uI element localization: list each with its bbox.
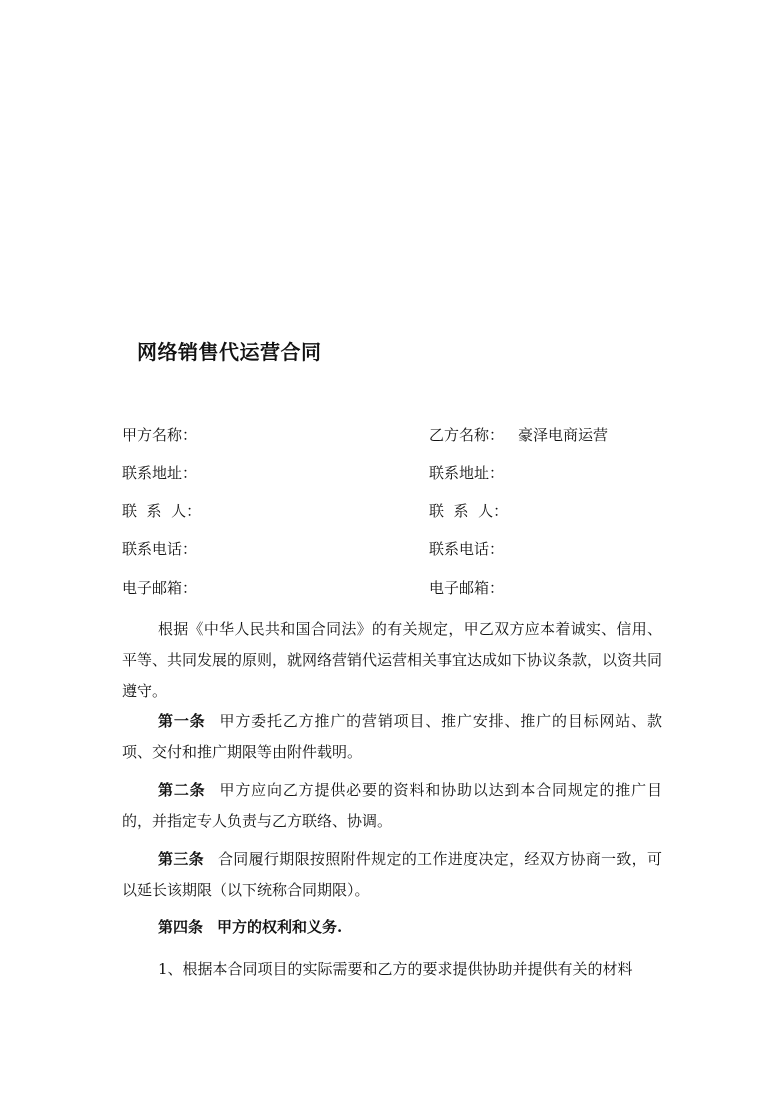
intro-paragraph: 根据《中华人民共和国合同法》的有关规定，甲乙双方应本着诚实、信用、平等、共同发展的原则，就网络营销代运营相关事宜达成如下协议条款，以资共同遵守。 [122, 620, 663, 700]
party-row-email [122, 576, 662, 600]
clause-4-title: 甲方的权利和义务. [217, 918, 343, 936]
clause-1-label: 第一条 [158, 712, 206, 730]
party-b-name-label: 乙方名称： [429, 426, 505, 444]
clause-3-text: 合同履行期限按照附件规定的工作进度决定，经双方协商一致，可以延长该期限（以下统称合同期限）。 [122, 850, 662, 899]
party-row-contact [122, 499, 662, 523]
clause-4-label: 第四条 [158, 918, 204, 936]
clause-2-label: 第二条 [158, 781, 206, 799]
party-a-contact-label: 联 系 人： [122, 502, 202, 520]
clause-4-heading [122, 912, 662, 943]
party-row-name [122, 423, 662, 447]
clause-2-text: 甲方应向乙方提供必要的资料和协助以达到本合同规定的推广目的，并指定专人负责与乙方联络、协调。 [122, 781, 662, 830]
party-a-email-label: 电子邮箱： [122, 579, 198, 597]
party-row-phone [122, 537, 662, 561]
document-title: 网络销售代运营合同 [137, 340, 322, 364]
party-a-phone-label: 联系电话： [122, 540, 198, 558]
party-b-name [429, 423, 608, 447]
clause-4-item-1: 1、根据本合同项目的实际需要和乙方的要求提供协助并提供有关的材料 [158, 960, 633, 978]
clause-1-text: 甲方委托乙方推广的营销项目、推广安排、推广的目标网站、款项、交付和推广期限等由附件载明。 [122, 712, 662, 761]
clause-3-label: 第三条 [158, 850, 204, 868]
clause-3 [122, 844, 662, 906]
party-b-name-value: 豪泽电商运营 [518, 426, 609, 444]
party-b-phone-label: 联系电话： [429, 540, 505, 558]
party-b-address-label: 联系地址： [429, 464, 505, 482]
party-a-address-label: 联系地址： [122, 464, 198, 482]
party-row-address [122, 461, 662, 485]
party-b-contact-label: 联 系 人： [429, 502, 509, 520]
party-a-name-label: 甲方名称： [122, 426, 198, 444]
party-b-email-label: 电子邮箱： [429, 579, 505, 597]
clause-1 [122, 706, 662, 768]
clause-2 [122, 775, 662, 837]
